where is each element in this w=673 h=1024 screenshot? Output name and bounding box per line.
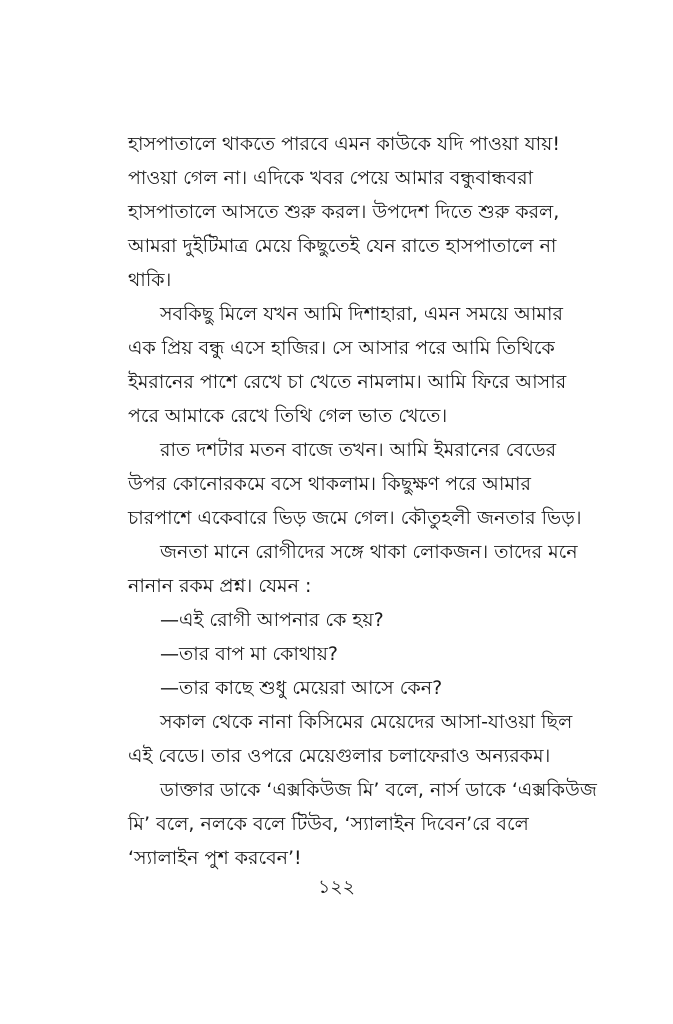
text-line: চারপাশে একেবারে ভিড় জমে গেল। কৌতুহলী জনতার ভিড়। [128,507,582,529]
text-line: ‘স্যালাইন পুশ করবেন’! [128,847,302,869]
text-line: জনতা মানে রোগীদের সঙ্গে থাকা লোকজন। তাদের মনে [160,541,578,563]
text-line: সবকিছু মিলে যখন আমি দিশাহারা, এমন সময়ে আমার [160,303,563,325]
dialogue-line: —এই রোগী আপনার কে হয়? [160,609,384,631]
text-line: এই বেডে। তার ওপরে মেয়েগুলার চলাফেরাও অন্যরকম। [128,745,551,767]
text-line: আমরা দুইটিমাত্র মেয়ে কিছুতেই যেন রাতে হাসপাতালে না [128,235,557,257]
dialogue-line: —তার বাপ মা কোথায়? [160,643,338,665]
page-number: ১২২ [317,876,356,898]
text-line: হাসপাতালে থাকতে পারবে এমন কাউকে যদি পাওয়া যায়! [128,133,560,155]
text-line: হাসপাতালে আসতে শুরু করল। উপদেশ দিতে শুরু করল, [128,201,560,223]
text-line: রাত দশটার মতন বাজে তখন। আমি ইমরানের বেডের [160,439,557,461]
text-line: ইমরানের পাশে রেখে চা খেতে নামলাম। আমি ফিরে আসার [128,371,567,393]
text-line: উপর কোনোরকমে বসে থাকলাম। কিছুক্ষণ পরে আমার [128,473,531,495]
text-line: ডাক্তার ডাকে ‘এক্সকিউজ মি’ বলে, নার্স ডাকে ‘এক্সকিউজ [160,779,597,801]
text-line: মি’ বলে, নলকে বলে টিউব, ‘স্যালাইন দিবেন’রে বলে [128,813,529,835]
text-line: পরে আমাকে রেখে তিথি গেল ভাত খেতে। [128,405,448,427]
text-line: সকাল থেকে নানা কিসিমের মেয়েদের আসা-যাওয়া ছিল [160,711,573,733]
text-line: পাওয়া গেল না। এদিকে খবর পেয়ে আমার বন্ধুবান্ধবরা [128,167,534,189]
text-line: থাকি। [128,269,172,291]
dialogue-line: —তার কাছে শুধু মেয়েরা আসে কেন? [160,677,443,699]
text-line: নানান রকম প্রশ্ন। যেমন : [128,575,312,597]
text-line: এক প্রিয় বন্ধু এসে হাজির। সে আসার পরে আমি তিথিকে [128,337,555,359]
